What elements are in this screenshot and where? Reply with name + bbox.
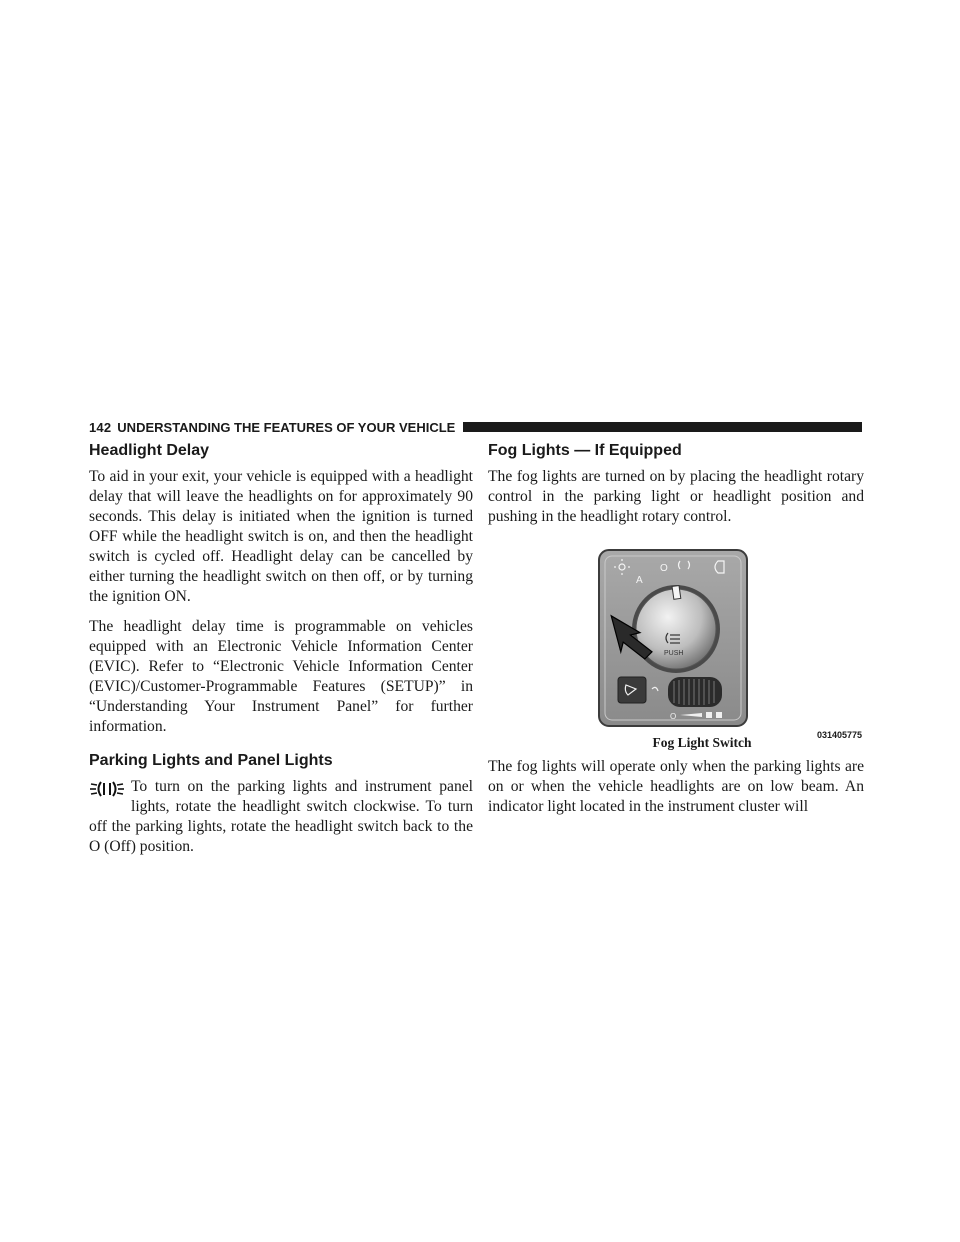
paragraph-fog-2: The fog lights will operate only when the parking lights are on or when the vehicle headlights are on low beam. An indicator light located in the instrument cluster will <box>488 758 864 815</box>
parking-paragraph-block <box>89 777 473 857</box>
page-number: 142 <box>89 419 112 435</box>
section-title: UNDERSTANDING THE FEATURES OF YOUR VEHICLE <box>117 419 456 435</box>
paragraph-parking: To turn on the parking lights and instrument panel lights, rotate the headlight switch clockwise. To turn off the parking lights, rotate the headlight switch back to the O (Off) position. <box>89 778 473 855</box>
switch-auto-label: A <box>636 575 643 586</box>
paragraph-fog-1: The fog lights are turned on by placing the headlight rotary control in the parking light or headlight position and pushing in the headlight rotary control. <box>488 468 864 525</box>
heading-headlight-delay: Headlight Delay <box>89 442 210 459</box>
figure-caption: Fog Light Switch <box>652 735 752 750</box>
left-column <box>89 441 473 867</box>
heading-fog-lights: Fog Lights — If Equipped <box>488 442 682 459</box>
switch-off-label: O <box>660 563 668 574</box>
figure-code: 031405775 <box>816 730 862 740</box>
paragraph-delay-1: To aid in your exit, your vehicle is equipped with a headlight delay that will leave the headlights on for approximately 90 seconds. This delay is initiated when the ignition is turned OFF while the headlight switch is on, and then the headlight switch is cycled off. Headlight delay can be cancelled by either turning the headlight switch on then off, or by turning the ignition ON. <box>89 468 473 605</box>
dimmer-off-label: O <box>670 712 677 721</box>
running-header <box>89 418 862 436</box>
right-column <box>488 441 864 827</box>
switch-push-label: PUSH <box>664 650 684 657</box>
parking-lights-icon <box>89 779 125 799</box>
heading-parking-lights: Parking Lights and Panel Lights <box>89 752 333 769</box>
paragraph-delay-2: The headlight delay time is programmable on vehicles equipped with an Electronic Vehicle Information Center (EVIC). Refer to “Electronic Vehicle Information Center (EVIC)/Customer-Programmable Features (SETUP)” in “Understanding Your Instrument Panel” for further information. <box>89 618 473 735</box>
fog-light-figure <box>488 549 864 751</box>
header-rule <box>463 422 862 432</box>
headlight-switch-illustration <box>598 549 748 727</box>
